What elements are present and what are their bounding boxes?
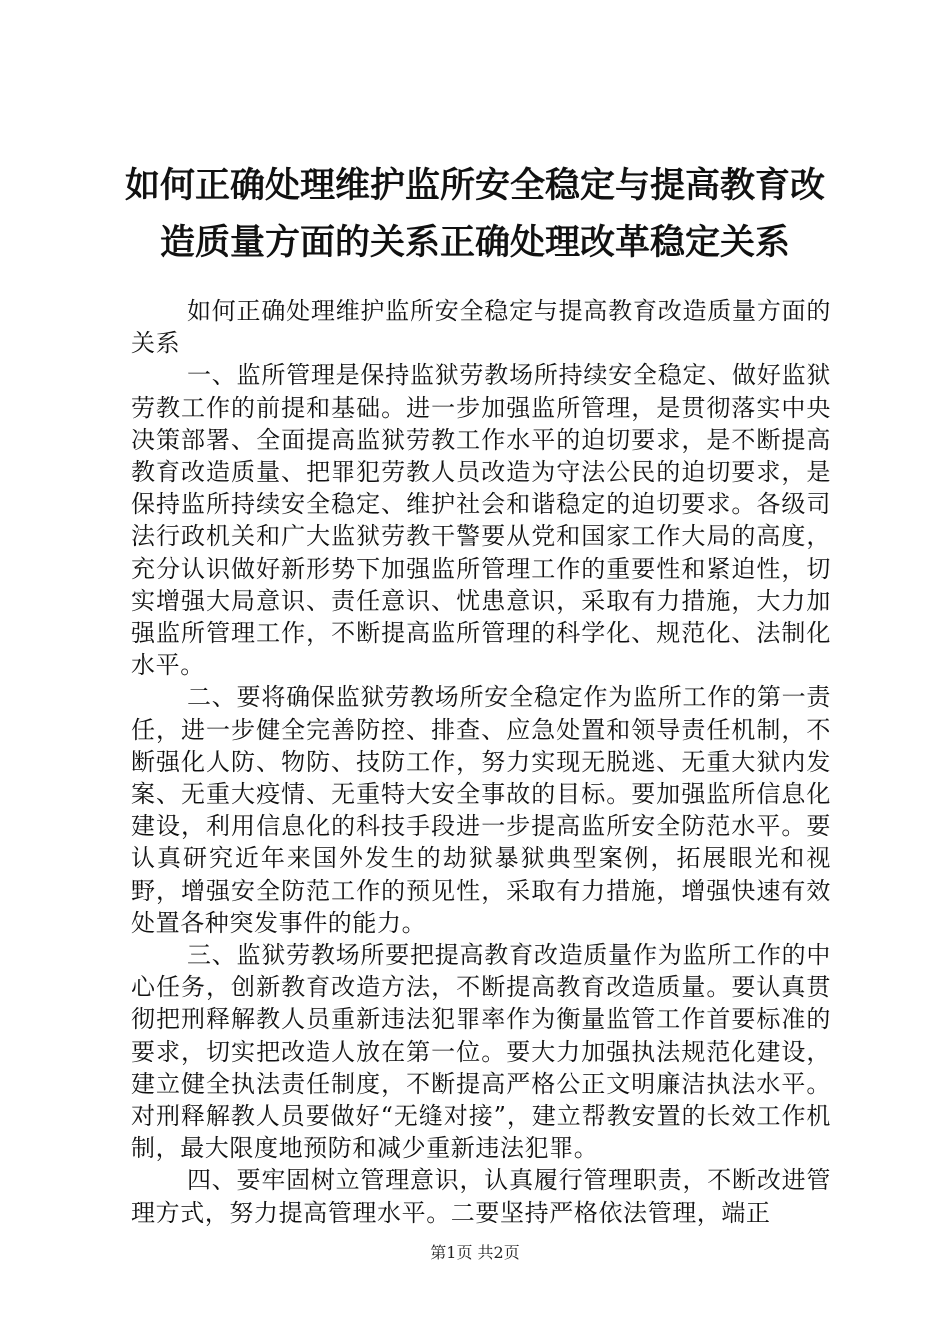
document-title: 如何正确处理维护监所安全稳定与提高教育改造质量方面的关系正确处理改革稳定关系 xyxy=(124,166,825,263)
paragraph-section-2: 二、要将确保监狱劳教场所安全稳定作为监所工作的第一责任，进一步健全完善防控、排查、应急处置和领导责任机制，不断强化人防、物防、技防工作，努力实现无脱逃、无重大狱内发案、无重大疫情、无重特大安全事故的目标。要加强监所信息化建设，利用信息化的科技手段进一步提高监所安全防范水平。要认真研究近年来国外发生的劫狱暴狱典型案例，拓展眼光和视野，增强安全防范工作的预见性，采取有力措施，增强快速有效处置各种突发事件的能力。 xyxy=(131,683,831,937)
paragraph-section-1: 一、监所管理是保持监狱劳教场所持续安全稳定、做好监狱劳教工作的前提和基础。进一步加强监所管理，是贯彻落实中央决策部署、全面提高监狱劳教工作水平的迫切要求，是不断提高教育改造质量、把罪犯劳教人员改造为守法公民的迫切要求，是保持监所持续安全稳定、维护社会和谐稳定的迫切要求。各级司法行政机关和广大监狱劳教干警要从党和国家工作大局的高度，充分认识做好新形势下加强监所管理工作的重要性和紧迫性，切实增强大局意识、责任意识、忧患意识，采取有力措施，大力加强监所管理工作，不断提高监所管理的科学化、规范化、法制化水平。 xyxy=(131,361,831,680)
paragraph-section-3: 三、监狱劳教场所要把提高教育改造质量作为监所工作的中心任务，创新教育改造方法，不断提高教育改造质量。要认真贯彻把刑释解教人员重新违法犯罪率作为衡量监管工作首要标准的要求，切实把改造人放在第一位。要大力加强执法规范化建设，建立健全执法责任制度，不断提高严格公正文明廉洁执法水平。对刑释解教人员要做好“无缝对接”，建立帮教安置的长效工作机制，最大限度地预防和减少重新违法犯罪。 xyxy=(131,941,831,1163)
document-body xyxy=(131,295,831,1229)
page-number-footer: 第1页 共2页 xyxy=(430,1243,520,1262)
paragraph-heading: 如何正确处理维护监所安全稳定与提高教育改造质量方面的关系 xyxy=(131,297,831,358)
paragraph-section-4: 四、要牢固树立管理意识，认真履行管理职责，不断改进管理方式，努力提高管理水平。二要坚持严格依法管理，端正 xyxy=(131,1166,831,1227)
